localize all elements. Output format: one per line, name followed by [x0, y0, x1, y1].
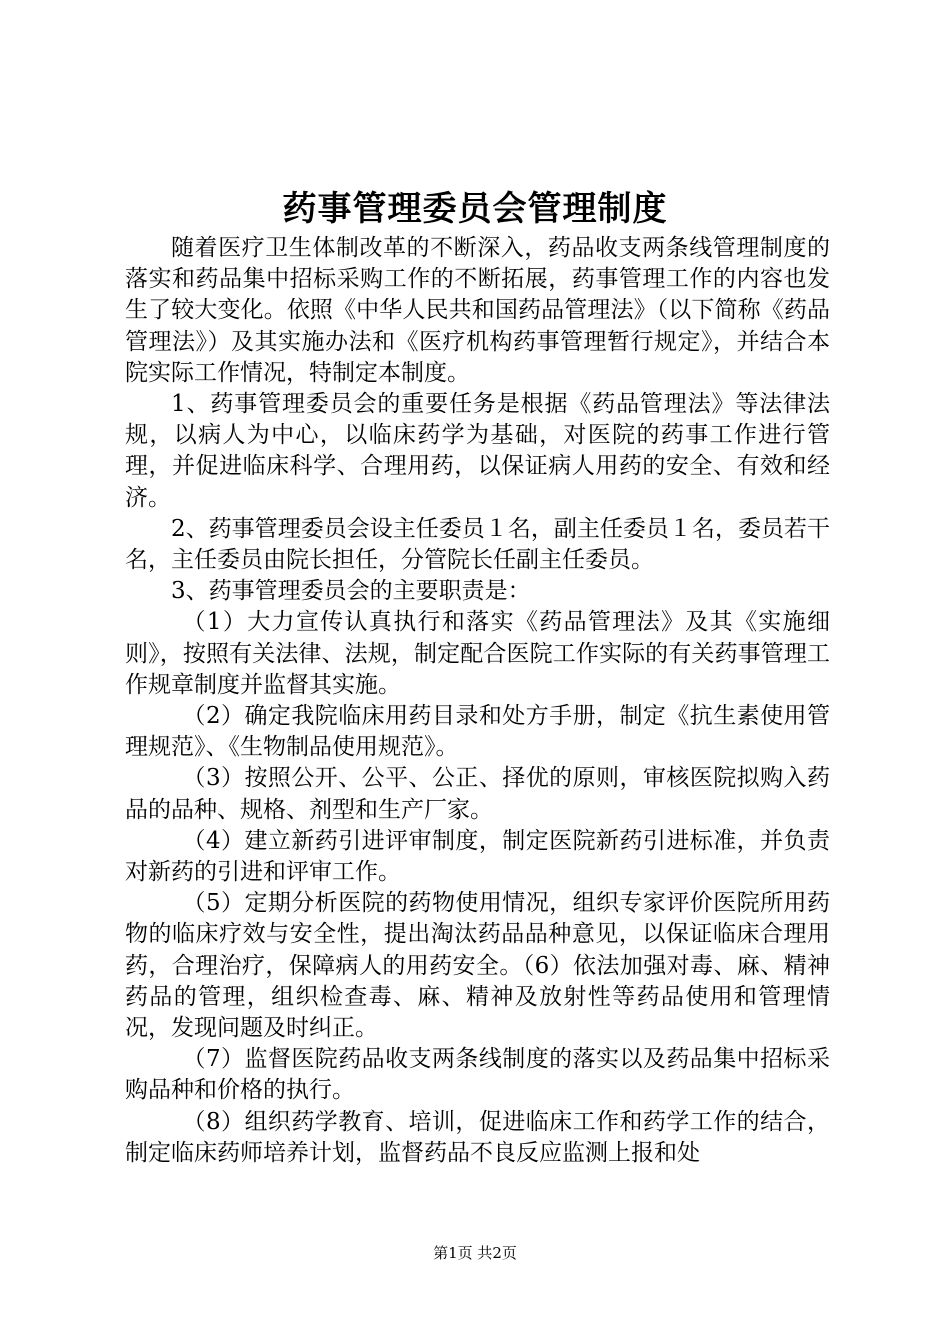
document-title: 药事管理委员会管理制度: [282, 189, 668, 229]
duty-2-paragraph: （2）确定我院临床用药目录和处方手册，制定《抗生素使用管理规范》、《生物制品使用规范》。: [125, 703, 830, 761]
duty-1-paragraph: （1）大力宣传认真执行和落实《药品管理法》及其《实施细则》，按照有关法律、法规，制定配合医院工作实际的有关药事管理工作规章制度并监督其实施。: [125, 609, 830, 698]
duty-8-paragraph: （8）组织药学教育、培训，促进临床工作和药学工作的结合，制定临床药师培养计划，监督药品不良反应监测上报和处: [125, 1108, 830, 1166]
duty-3-paragraph: （3）按照公开、公平、公正、择优的原则，审核医院拟购入药品的品种、规格、剂型和生产厂家。: [125, 765, 830, 823]
clause-2-paragraph: 2、药事管理委员会设主任委员１名，副主任委员１名，委员若干名，主任委员由院长担任，分管院长任副主任委员。: [125, 515, 830, 574]
clause-3-paragraph: 3、药事管理委员会的主要职责是：: [171, 578, 531, 605]
clause-1-paragraph: 1、药事管理委员会的重要任务是根据《药品管理法》等法律法规，以病人为中心，以临床药学为基础，对医院的药事工作进行管理，并促进临床科学、合理用药，以保证病人用药的安全、有效和经济。: [125, 391, 830, 511]
duty-5-6-paragraph: （5）定期分析医院的药物使用情况，组织专家评价医院所用药物的临床疗效与安全性，提出淘汰药品品种意见，以保证临床合理用药，合理治疗，保障病人的用药安全。（6）依法加强对毒、麻、精神药品的管理，组织检查毒、麻、精神及放射性等药品使用和管理情况，发现问题及时纠正。: [125, 890, 830, 1042]
document-body: [125, 233, 830, 1169]
duty-7-paragraph: （7）监督医院药品收支两条线制度的落实以及药品集中招标采购品种和价格的执行。: [125, 1046, 830, 1104]
intro-paragraph: 随着医疗卫生体制改革的不断深入，药品收支两条线管理制度的落实和药品集中招标采购工作的不断拓展，药事管理工作的内容也发生了较大变化。依照《中华人民共和国药品管理法》（以下简称《药品管理法》）及其实施办法和《医疗机构药事管理暂行规定》，并结合本院实际工作情况，特制定本制度。: [125, 235, 830, 386]
duty-4-paragraph: （4）建立新药引进评审制度，制定医院新药引进标准，并负责对新药的引进和评审工作。: [125, 827, 830, 886]
page-footer: 第1页 共2页: [433, 1244, 517, 1262]
